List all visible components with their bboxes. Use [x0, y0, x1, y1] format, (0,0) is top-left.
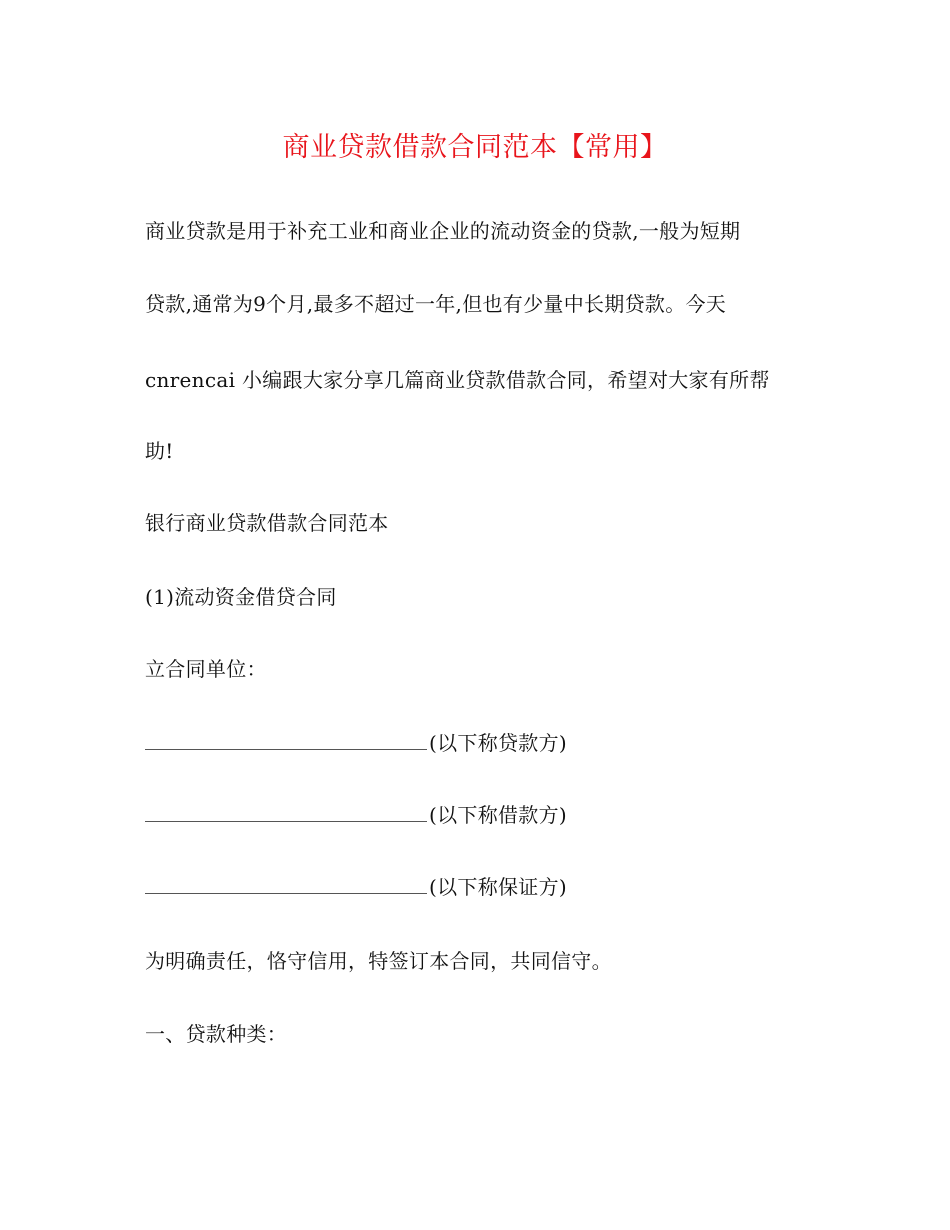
- clause-1-heading: 一、贷款种类：: [145, 1022, 288, 1046]
- section-heading: 银行商业贷款借款合同范本: [145, 511, 389, 535]
- party-borrower-line: [145, 800, 567, 830]
- subsection-heading: (1)流动资金借贷合同: [145, 585, 337, 609]
- lender-blank-field[interactable]: [145, 731, 427, 750]
- borrower-blank-field[interactable]: [145, 803, 427, 822]
- parties-label: 立合同单位：: [145, 657, 267, 681]
- document-title: 商业贷款借款合同范本【常用】: [282, 132, 668, 163]
- party-guarantor-line: [145, 872, 567, 902]
- intro-line-4: 助!: [145, 439, 174, 463]
- party-borrower-label: (以下称借款方): [429, 803, 568, 827]
- party-guarantor-label: (以下称保证方): [429, 875, 568, 899]
- intro-line-1: 商业贷款是用于补充工业和商业企业的流动资金的贷款,一般为短期: [145, 219, 741, 243]
- preamble: 为明确责任，恪守信用，特签订本合同，共同信守。: [145, 949, 612, 973]
- intro-line-3: cnrencai 小编跟大家分享几篇商业贷款借款合同，希望对大家有所帮: [145, 368, 770, 392]
- party-lender-line: [145, 728, 567, 758]
- party-lender-label: (以下称贷款方): [429, 731, 568, 755]
- guarantor-blank-field[interactable]: [145, 875, 427, 894]
- intro-line-2: 贷款,通常为9个月,最多不超过一年,但也有少量中长期贷款。今天: [145, 292, 727, 316]
